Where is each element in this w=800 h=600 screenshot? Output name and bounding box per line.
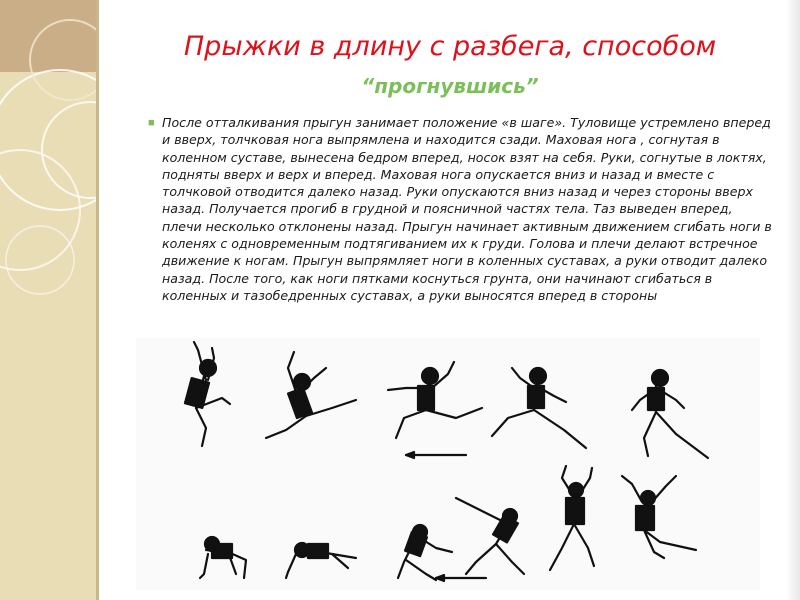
jumper-figure-6 — [200, 537, 246, 578]
decorative-divider — [96, 0, 99, 600]
direction-arrow-icon — [406, 452, 486, 581]
jumper-figure-8 — [398, 525, 452, 580]
slide-edge-shadow — [786, 0, 800, 600]
slide-title — [130, 28, 770, 105]
jumper-figures-icon — [136, 338, 760, 590]
jumper-figure-3 — [388, 362, 482, 438]
jumper-figure-10 — [550, 466, 594, 570]
jumper-figure-2 — [266, 352, 356, 438]
jumper-figure-1 — [185, 342, 230, 446]
bullet-icon: ■ — [148, 117, 155, 129]
body-text: После отталкивания прыгун занимает положение «в шаге». Туловище устремлено вперед и вверх, толчковая нога выпрямлена и находится сзади. Маховая нога , согнутая в коленном суставе, вынесена бедром вперед, носок взят на себя. Руки, согнутые в локтях, подняты вверх и верх и вперед. Маховая нога опускается вниз и назад и вместе с толчковой отводится далеко назад. Руки опускаются вниз назад и через стороны вверх назад. Получается прогиб в грудной и поясничной частях тела. Таз выведен вперед, плечи несколько отклонены назад. Прыгун начинает активным движением сгибать ноги в коленях с одновременным подтягиванием их к груди. Голова и плечи делают встречное движение к ногам. Прыгун выпрямляет ноги в коленных суставах, а руки отводит далеко назад. После того, как ноги пятками коснуться грунта, они начинают сгибаться в коленных и тазобедренных суставах, а руки выносятся вперед в стороны — [162, 115, 772, 303]
jumper-figure-11 — [622, 476, 696, 558]
decorative-side-panel — [0, 0, 96, 600]
title-accent: “прогнувшись” — [361, 74, 539, 98]
jumper-figure-5 — [632, 370, 708, 458]
jump-sequence-illustration — [136, 338, 760, 590]
jumper-figure-7 — [286, 543, 356, 578]
jumper-figure-9 — [456, 498, 524, 574]
jumper-figure-4 — [492, 368, 586, 448]
body-block — [148, 114, 776, 339]
title-main: Прыжки в длину с разбега, способом — [183, 31, 717, 62]
decorative-circles-icon — [0, 0, 96, 600]
